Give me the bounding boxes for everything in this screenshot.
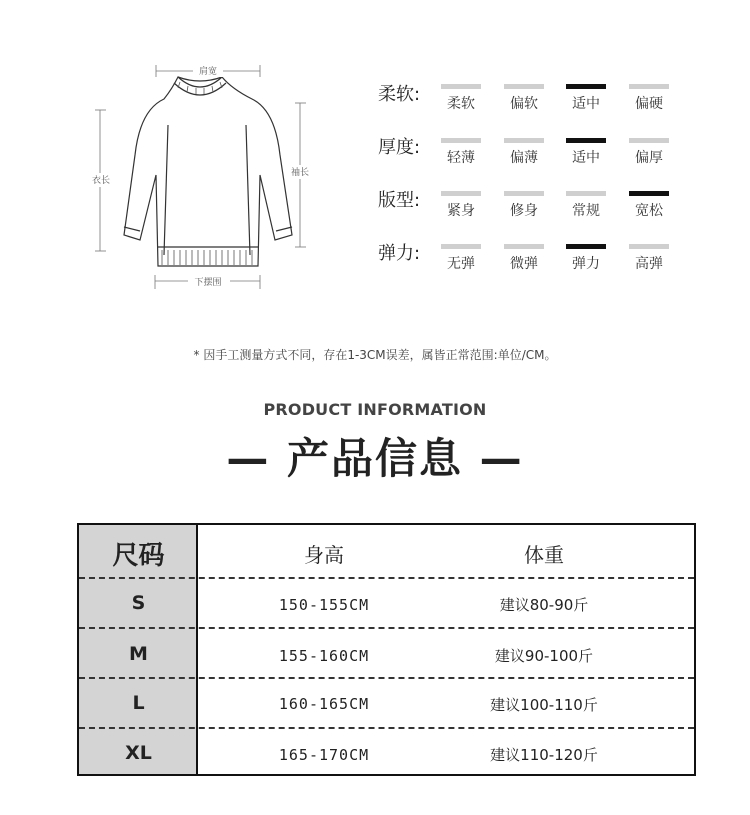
- hem-width-label: 下摆围: [194, 278, 222, 288]
- option-high-stretch: 高弹: [629, 244, 669, 273]
- attribute-label: 版型:: [378, 190, 421, 211]
- shoulder-width-label: 肩宽: [198, 67, 218, 77]
- option-loose-selected: 宽松: [629, 191, 669, 220]
- option-bar: [504, 244, 544, 249]
- table-row: [79, 679, 694, 729]
- option-moderate-selected: 适中: [566, 84, 606, 113]
- option-bar: [441, 244, 481, 249]
- heading-chinese: — 产品信息 —: [226, 434, 524, 483]
- row-size: S: [131, 592, 146, 614]
- option-slightly-hard: 偏硬: [629, 84, 669, 113]
- option-bar-selected: [566, 138, 606, 143]
- size-table: [77, 523, 696, 776]
- option-slightly-thick: 偏厚: [629, 138, 669, 167]
- row-size: M: [129, 643, 148, 665]
- option-moderate-selected: 适中: [566, 138, 606, 167]
- option-bar-selected: [566, 84, 606, 89]
- attribute-label: 柔软:: [378, 84, 421, 105]
- row-height: 160-165CM: [278, 695, 370, 713]
- table-header-row: [79, 525, 694, 578]
- attribute-label: 厚度:: [378, 137, 421, 158]
- heading-english: PRODUCT INFORMATION: [263, 400, 487, 419]
- row-weight: 建议100-110斤: [490, 696, 598, 714]
- option-bar: [566, 191, 606, 196]
- option-slightly-soft: 偏软: [504, 84, 544, 113]
- header-weight: 体重: [524, 543, 564, 567]
- header-height: 身高: [304, 543, 344, 567]
- row-height: 165-170CM: [278, 746, 370, 764]
- measurement-note: * 因手工测量方式不同，存在1-3CM误差，属皆正常范围:单位/CM。: [193, 348, 557, 362]
- table-row: [79, 579, 694, 629]
- row-size: L: [132, 692, 145, 714]
- row-size: XL: [125, 742, 152, 764]
- option-no-stretch: 无弹: [441, 244, 481, 273]
- option-bar-selected: [566, 244, 606, 249]
- option-bar: [441, 84, 481, 89]
- option-bar: [629, 244, 669, 249]
- attribute-label: 弹力:: [378, 243, 421, 264]
- sweater-measurement-diagram: [80, 55, 320, 305]
- option-bar: [441, 138, 481, 143]
- option-stretch-selected: 弹力: [566, 244, 606, 273]
- option-bar: [629, 84, 669, 89]
- row-weight: 建议90-100斤: [494, 647, 594, 665]
- option-slightly-thin: 偏薄: [504, 138, 544, 167]
- sleeve-length-label: 袖长: [290, 168, 310, 178]
- option-bar: [504, 191, 544, 196]
- body-length-label: 衣长: [91, 176, 111, 186]
- heading-chinese-wrapper: [0, 426, 750, 486]
- row-weight: 建议80-90斤: [499, 596, 589, 614]
- table-row: [79, 729, 694, 776]
- option-slight-stretch: 微弹: [504, 244, 544, 273]
- option-soft: 柔软: [441, 84, 481, 113]
- option-slim: 修身: [504, 191, 544, 220]
- option-thin: 轻薄: [441, 138, 481, 167]
- option-tight: 紧身: [441, 191, 481, 220]
- option-bar: [629, 138, 669, 143]
- option-bar-selected: [629, 191, 669, 196]
- option-bar: [504, 138, 544, 143]
- header-size: 尺码: [112, 541, 165, 571]
- table-row: [79, 629, 694, 679]
- option-bar: [504, 84, 544, 89]
- option-regular: 常规: [566, 191, 606, 220]
- row-height: 150-155CM: [278, 596, 370, 614]
- row-weight: 建议110-120斤: [490, 746, 598, 764]
- row-height: 155-160CM: [278, 647, 370, 665]
- option-bar: [441, 191, 481, 196]
